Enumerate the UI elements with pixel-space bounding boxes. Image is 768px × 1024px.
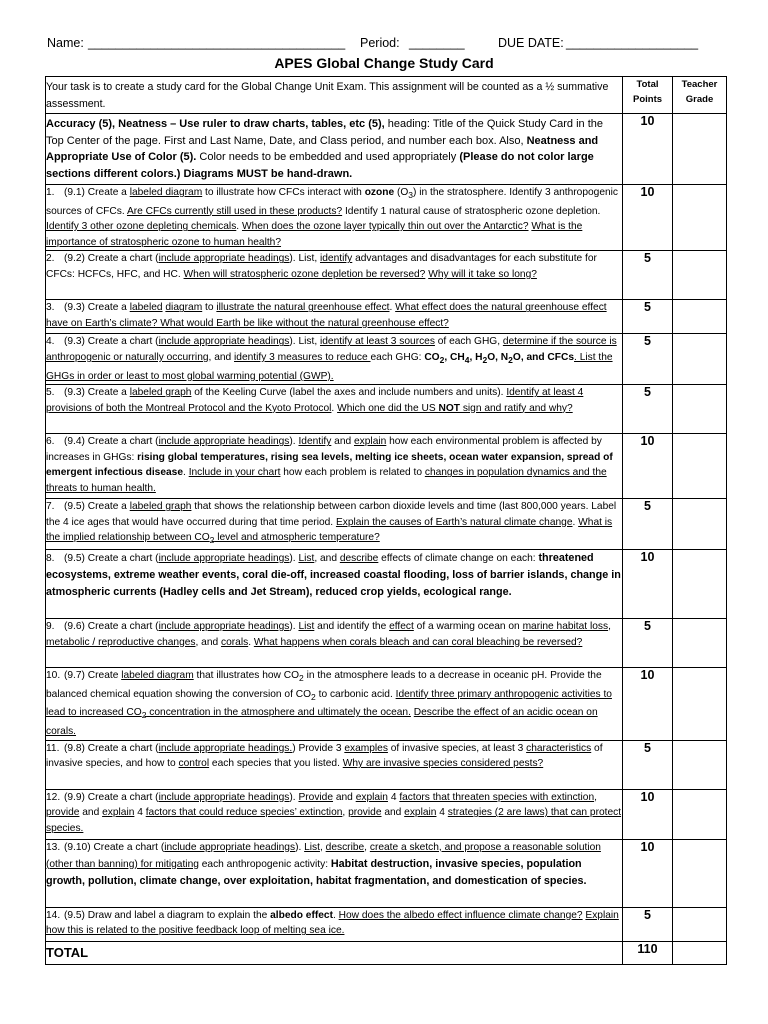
item-2-text: 2. (9.2) Create a chart (include appropriate headings). List, identify advantages and disadvantages for each substitute for CFCs: HCFCs, HFC, and HC. When will stratospheric ozone depletion be reversed? Why will it take so long? — [46, 251, 623, 300]
item-4-points: 5 — [623, 334, 673, 385]
due-date-line[interactable]: ___________________ — [566, 36, 699, 50]
item-10-text: 10. (9.7) Create labeled diagram that illustrates how $CO_2$ in the atmosphere leads to a decrease in oceanic pH. Provide the balanced chemical equation showing the conversion of $CO_2$ to carbonic acid. Identify three primary anthropogenic activities to lead to increased $CO_2$ concentration in the atmosphere and ultimately the ocean. Describe the effect of an acidic ocean on corals. — [46, 668, 623, 740]
item-13-points: 10 — [623, 839, 673, 907]
item-10-grade[interactable] — [673, 668, 727, 740]
total-label: TOTAL — [46, 941, 623, 964]
page-title: APES Global Change Study Card — [274, 55, 494, 71]
item-1-grade[interactable] — [673, 185, 727, 251]
table-row — [46, 550, 727, 619]
item-9-points: 5 — [623, 619, 673, 668]
intro-cell — [46, 77, 623, 114]
item-12-grade[interactable] — [673, 789, 727, 839]
item-7-points: 5 — [623, 499, 673, 550]
table-row — [46, 434, 727, 499]
table-row — [46, 185, 727, 251]
item-8-text: 8. (9.5) Create a chart (include appropriate headings). List, and describe effects of climate change on each: threatened ecosystems, extreme weather events, coral die-off, increased coastal flooding, loss of barrier islands, change in atmospheric currents (Hadley cells and Jet Stream), reduced crop yields, ecological range. — [46, 550, 623, 619]
due-date-label: DUE DATE: — [498, 36, 564, 50]
item-3-text: 3. (9.3) Create a labeled diagram to illustrate the natural greenhouse effect. What effect does the natural greenhouse effect have on Earth’s climate? What would Earth be like without the natural greenhouse effect? — [46, 300, 623, 334]
table-row — [46, 907, 727, 941]
table-row-intro — [46, 77, 727, 114]
table-row — [46, 300, 727, 334]
item-6-points: 10 — [623, 434, 673, 499]
item-13-grade[interactable] — [673, 839, 727, 907]
item-7-grade[interactable] — [673, 499, 727, 550]
item-7-text: 7. (9.5) Create a labeled graph that shows the relationship between carbon dioxide levels and time (last 800,000 years. Label the 4 ice ages that would have occurred during that time period. Explain the causes of Earth’s natural climate change. What is the implied relationship between $CO_2$ level and atmospheric temperature? — [46, 499, 623, 550]
period-label: Period: — [360, 36, 400, 50]
period-line[interactable]: ________ — [409, 36, 465, 50]
table-row — [46, 740, 727, 789]
teacher-grade-header: Teacher Grade — [673, 77, 727, 114]
item-6-text: 6. (9.4) Create a chart (include appropriate headings). Identify and explain how each environmental problem is affected by increases in GHGs: rising global temperatures, rising sea levels, melting ice sheets, ocean water expansion, spread of emergent infectious disease. Include in your chart how each problem is related to changes in population dynamics and the threats to human health. — [46, 434, 623, 499]
total-grade[interactable] — [673, 941, 727, 964]
table-row-criteria — [46, 114, 727, 185]
table-row — [46, 668, 727, 740]
item-8-grade[interactable] — [673, 550, 727, 619]
item-14-points: 5 — [623, 907, 673, 941]
header-line — [47, 36, 727, 56]
criteria-grade[interactable] — [673, 114, 727, 185]
item-14-grade[interactable] — [673, 907, 727, 941]
item-2-grade[interactable] — [673, 251, 727, 300]
item-4-grade[interactable] — [673, 334, 727, 385]
table-row — [46, 789, 727, 839]
item-5-text: 5. (9.3) Create a labeled graph of the Keeling Curve (label the axes and include numbers and units). Identify at least 4 provisions of both the Montreal Protocol and the Kyoto Protocol. Which one did the US NOT sign and ratify and why? — [46, 385, 623, 434]
item-11-points: 5 — [623, 740, 673, 789]
table-row — [46, 619, 727, 668]
item-3-grade[interactable] — [673, 300, 727, 334]
assignment-table — [45, 76, 727, 965]
intro-text: Your task is to create a study card for the Global Change Unit Exam. This assignment will be counted as a ½ summative assessment. — [46, 81, 609, 110]
total-points-header: Total Points — [623, 77, 673, 114]
table-row — [46, 839, 727, 907]
item-5-grade[interactable] — [673, 385, 727, 434]
item-5-points: 5 — [623, 385, 673, 434]
item-3-points: 5 — [623, 300, 673, 334]
item-6-grade[interactable] — [673, 434, 727, 499]
item-9-text: 9. (9.6) Create a chart (include appropriate headings). List and identify the effect of a warming ocean on marine habitat loss, metabolic / reproductive changes, and corals. What happens when corals bleach and can coral bleaching be reversed? — [46, 619, 623, 668]
item-10-points: 10 — [623, 668, 673, 740]
item-1-points: 10 — [623, 185, 673, 251]
item-8-points: 10 — [623, 550, 673, 619]
table-row — [46, 385, 727, 434]
item-12-text: 12. (9.9) Create a chart (include appropriate headings). Provide and explain 4 factors that threaten species with extinction, provide and explain 4 factors that could reduce species’ extinction, provide and explain 4 strategies (2 are laws) that can protect species. — [46, 789, 623, 839]
table-row — [46, 334, 727, 385]
item-4-text: 4. (9.3) Create a chart (include appropriate headings). List, identify at least 3 sources of each GHG, determine if the source is anthropogenic or naturally occurring, and identify 3 measures to reduce each GHG: $CO_2$, $CH_4$, $H_2O$, $N_2O$, and CFCs. List the GHGs in order or least to most global warming potential (GWP). — [46, 334, 623, 385]
table-row-total — [46, 941, 727, 964]
table-row — [46, 251, 727, 300]
item-13-text: 13. (9.10) Create a chart (include appropriate headings). List, describe, create a sketch, and propose a reasonable solution (other than banning) for mitigating each anthropogenic activity: Habitat destruction, invasive species, population growth, pollution, climate change, over exploitation, habitat fragmentation, and domestication of species. — [46, 839, 623, 907]
name-line[interactable]: _____________________________________ — [88, 36, 346, 50]
name-label: Name: — [47, 36, 84, 50]
item-1-text: 1. (9.1) Create a labeled diagram to illustrate how CFCs interact with ozone $(O_3)$ in the stratosphere. Identify 3 anthropogenic sources of CFCs. Are CFCs currently still used in these products? Identify 1 natural cause of stratospheric ozone depletion. Identify 3 other ozone depleting chemicals. When does the ozone layer typically thin out over the Antarctic? What is the importance of stratospheric ozone to human health? — [46, 185, 623, 251]
item-2-points: 5 — [623, 251, 673, 300]
item-12-points: 10 — [623, 789, 673, 839]
item-11-text: 11. (9.8) Create a chart (include appropriate headings.) Provide 3 examples of invasive species, at least 3 characteristics of invasive species, and how to control each species that you listed. Why are invasive species considered pests? — [46, 740, 623, 789]
total-points: 110 — [623, 941, 673, 964]
table-row — [46, 499, 727, 550]
criteria-cell: Accuracy (5), Neatness – Use ruler to draw charts, tables, etc (5), heading: Title of the Quick Study Card in the Top Center of the page. First and Last Name, Date, and Class period, and number each box. Also, Neatness and Appropriate Use of Color (5). Color needs to be embedded and used appropriately (Please do not color large sections different colors.) Diagrams MUST be hand-drawn. — [46, 114, 623, 185]
item-11-grade[interactable] — [673, 740, 727, 789]
item-9-grade[interactable] — [673, 619, 727, 668]
item-14-text: 14. (9.5) Draw and label a diagram to explain the albedo effect. How does the albedo effect influence climate change? Explain how this is related to the positive feedback loop of melting sea ice. — [46, 907, 623, 941]
criteria-points: 10 — [623, 114, 673, 185]
